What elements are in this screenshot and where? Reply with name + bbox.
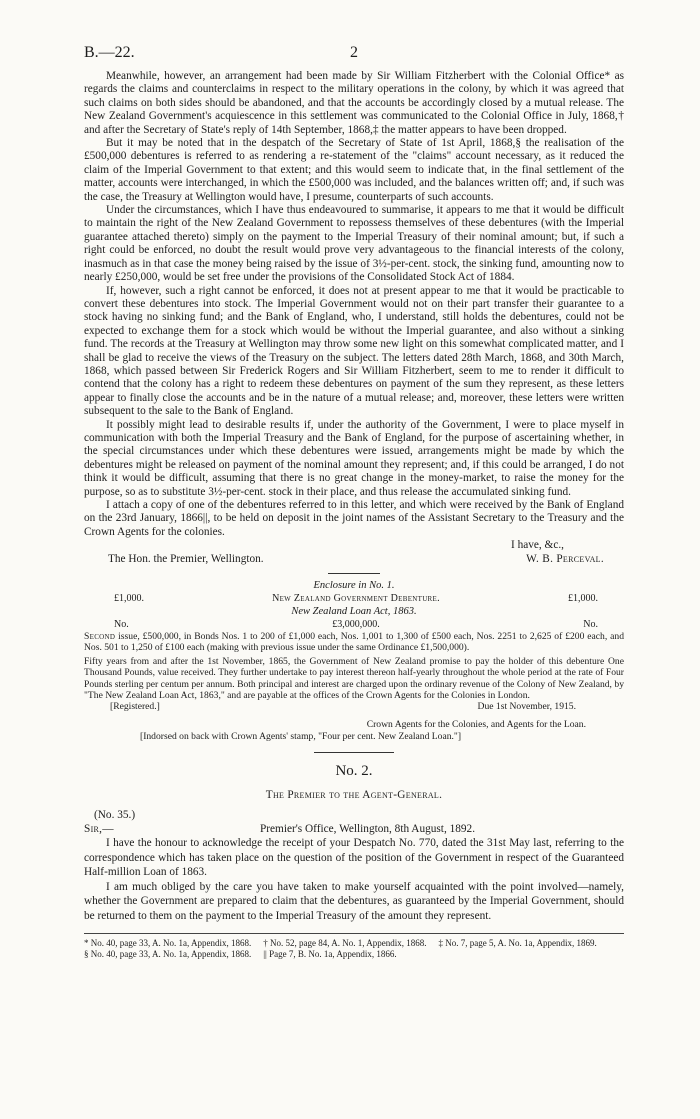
enclosure-title: Enclosure in No. 1. [313, 580, 395, 592]
signature: W. B. Perceval. [526, 552, 604, 565]
paragraph: I attach a copy of one of the debentures referred to in this letter, and which were received by the Bank of England on the 23rd January, 1866||, to be held on deposit in the joint names of the Assistant Secretary to the Treasury and the Crown Agents for the colonies. [84, 499, 624, 538]
letter-number: No. 2. [335, 763, 373, 780]
loan-act: New Zealand Loan Act, 1863. [291, 606, 417, 618]
paragraph: I have the honour to acknowledge the receipt of your Despatch No. 770, dated the 31st May last, referring to the correspondence which has taken place on the question of the position of the Government in respect of the Guaranteed Half-million Loan of 1863. [84, 837, 624, 879]
loan-total: £3,000,000. [332, 619, 380, 631]
registered-label: [Registered.] [110, 701, 160, 713]
footnote: * No. 40, page 33, A. No. 1a, Appendix, 1868. [84, 938, 252, 949]
paragraph: If, however, such a right cannot be enforced, it does not at present appear to me that it would be practicable to convert these debentures into stock. The Imperial Government would not on their part transfer their guarantee to a stock having no sinking fund; and the Bank of England, who, I understand, still holds the debentures, could not be expected to exchange them for a stock which would be without the Imperial guarantee, and also without a sinking fund. The records at the Treasury at Wellington may throw some new light on this somewhat complicated matter, and I shall be glad to receive the views of the Treasury on the subject. The letters dated 28th March, 1868, and 30th March, 1868, which passed between Sir Frederick Rogers and Sir William Fitzherbert, seem to me to render it difficult to contend that the colony has a right to redeem these debentures on payment of the sum they represent, as these letters appear to finally close the accounts and be in the nature of a mutual release; and, moreover, these letters were written subsequent to the sale to the Bank of England. [84, 284, 624, 418]
issue-description [84, 631, 624, 654]
debenture-text: Fifty years from and after the 1st November, 1865, the Government of New Zealand promise to pay the holder of this debenture One Thousand Pounds, value received. They further undertake to pay interest thereon half-yearly throughout the whole period at the rate of Four Pounds sterling per centum per annum. Both principal and interest are charged upon the ordinary revenue of the Colony of New Zealand, by "The New Zealand Loan Act, 1863," and are payable at the offices of the Crown Agents for the Colonies in London. [84, 655, 624, 702]
debenture-number-row [84, 618, 624, 631]
issue-label: Second [84, 631, 116, 643]
closing-formula: I have, &c., [510, 539, 564, 552]
letter-body [84, 70, 624, 539]
paragraph: Under the circumstances, which I have thus endeavoured to summarise, it appears to me that it would be difficult to maintain the right of the New Zealand Government to repossess themselves of these debentures (with the Imperial guarantee attached thereto) simply on the payment to the Imperial Treasury of their nominal amount; but, if such a right could be enforced, no doubt the result would prove very advantageous to the financial interests of the colony, inasmuch as in that case the money being raised by the issue of 3½-per-cent. stock, the sinking fund, amounting now to nearly £250,000, would be set free under the provisions of the Consolidated Stock Act of 1884. [84, 204, 624, 284]
number-right: No. [583, 619, 598, 631]
place-date: Premier's Office, Wellington, 8th August, 1892. [260, 823, 476, 836]
indorsement-note: [Indorsed on back with Crown Agents' stamp, "Four per cent. New Zealand Loan."] [140, 731, 462, 743]
footnote: § No. 40, page 33, A. No. 1a, Appendix, 1868. [84, 949, 252, 960]
paragraph: I am much obliged by the care you have taken to make yourself acquainted with the point involved—namely, whether the Government are prepared to claim that the debentures, as guaranteed by the Imperial Government, should be returned to them on the payment to the Imperial Treasury of the amount they represent. [84, 880, 624, 922]
letter-ref: (No. 35.) [94, 809, 136, 822]
footnote: || Page 7, B. No. 1a, Appendix, 1866. [263, 949, 397, 960]
divider [314, 752, 394, 753]
crown-agents-line: Crown Agents for the Colonies, and Agents for the Loan. [366, 719, 586, 731]
paragraph: But it may be noted that in the despatch of the Secretary of State of 1st April, 1868,§ the realisation of the £500,000 debentures is referred to as rendering a re-statement of the "claims" account necessary, as it reduced the claim of the Imperial Government to that extent; and this would seem to indicate that, in the final settlement of the matter, accounts were interchanged, in which the £500,000 was included, and the balances written off; and, if such was the case, the Treasury at Wellington would have, I presume, counterparts of such accounts. [84, 137, 624, 203]
footnote-divider [84, 933, 624, 934]
footnotes [84, 938, 624, 960]
amount-right: £1,000. [567, 593, 598, 605]
addressee: The Hon. the Premier, Wellington. [108, 552, 264, 565]
signature-row [84, 553, 624, 566]
page-number: 2 [350, 44, 358, 61]
document-reference: B.—22. [84, 44, 135, 61]
registered-row [84, 701, 624, 713]
due-date: Due 1st November, 1915. [477, 701, 576, 713]
letter-address: The Premier to the Agent-General. [265, 789, 443, 802]
paragraph: It possibly might lead to desirable results if, under the authority of the Government, I were to place myself in communication with both the Imperial Treasury and the Bank of England, for the purpose of ascertaining whether, in the special circumstances under which these debentures were issued, arrangements might be made by which the debentures might be released on payment of the nominal amount they represent; and, if this could be arranged, I do not think it would be difficult, assuming that there is no great change in the money-market, to raise the money for the purpose, so as to substitute 3½-per-cent. stock in their place, and thus release the accumulated sinking fund. [84, 418, 624, 498]
debenture-heading-row [84, 592, 624, 605]
page-header [84, 44, 624, 70]
issue-text: issue, £500,000, in Bonds Nos. 1 to 200 of £1,000 each, Nos. 1,001 to 1,300 of £500 each, Nos. 2251 to 2,625 of £200 each, and Nos. 501 to 1,250 of £100 each (making with previous issue under the same Ordinance £1,500,000). [84, 631, 624, 654]
paragraph: Meanwhile, however, an arrangement had been made by Sir William Fitzherbert with the Colonial Office* as regards the claims and counterclaims in respect to the military operations in the colony, by which it was agreed that such claims on both sides should be abandoned, and that the accounts be accordingly closed by a mutual release. The New Zealand Government's acquiescence in this settlement was communicated to the Colonial Office in July, 1868,† and after the Secretary of State's reply of 14th September, 1868,‡ the matter appears to have been dropped. [84, 70, 624, 136]
number-left: No. [114, 619, 129, 631]
footnote: † No. 52, page 84, A. No. 1, Appendix, 1868. [263, 938, 427, 949]
salutation: Sir,— [84, 823, 114, 836]
salutation-row [84, 822, 624, 836]
amount-left: £1,000. [114, 593, 144, 605]
divider [328, 573, 380, 574]
debenture-title: New Zealand Government Debenture. [272, 593, 440, 605]
footnote: ‡ No. 7, page 5, A. No. 1a, Appendix, 1869. [438, 938, 597, 949]
